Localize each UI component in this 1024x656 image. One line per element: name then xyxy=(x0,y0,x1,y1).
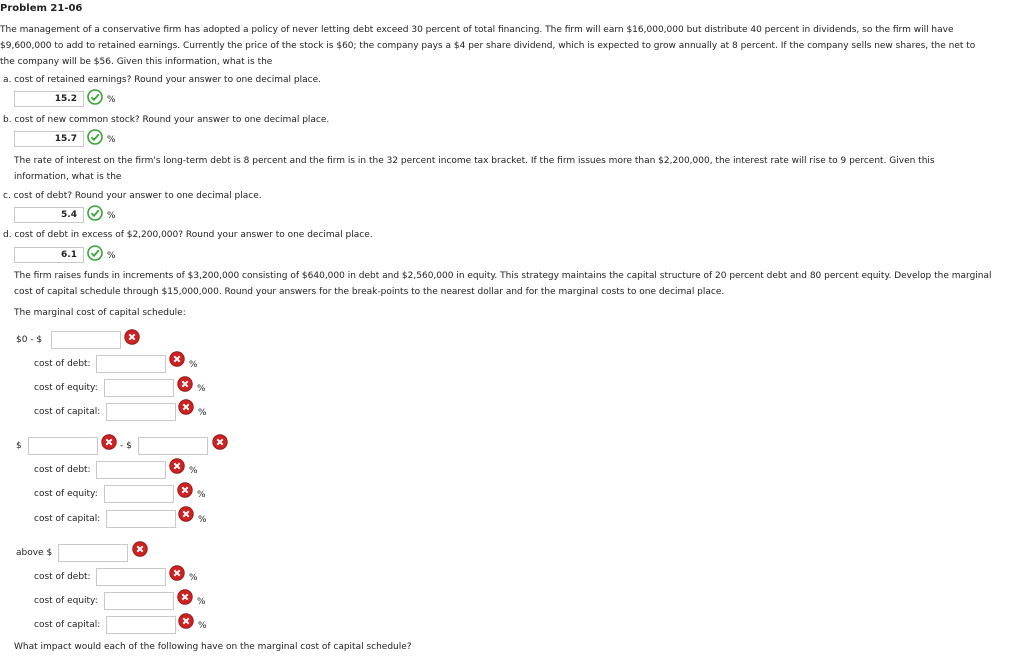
debt-label: cost of debt: xyxy=(34,572,91,582)
x-circle-icon xyxy=(132,541,148,557)
percent-unit: % xyxy=(189,573,198,583)
debt-info-text xyxy=(14,153,935,185)
percent-unit: % xyxy=(197,490,206,500)
range3-equity-input[interactable] xyxy=(104,592,174,610)
raise-info-text xyxy=(14,268,992,300)
x-circle-icon xyxy=(212,434,228,450)
debt-label: cost of debt: xyxy=(34,359,91,369)
debt-info-line: information, what is the xyxy=(14,172,122,182)
intro-line: $9,600,000 to add to retained earnings. Currently the price of the stock is $60; the company pays a $4 per share dividend, which is expected to grow annually at 8 percent. If the company sells new shares, the net to xyxy=(0,41,976,51)
answer-d-field[interactable]: 6.1 xyxy=(14,247,84,263)
range2-prefix: $ xyxy=(16,441,22,451)
range2-capital-input[interactable] xyxy=(106,510,176,528)
range2-debt-input[interactable] xyxy=(96,461,166,479)
capital-label: cost of capital: xyxy=(34,514,101,524)
range2-end-input[interactable] xyxy=(138,437,208,455)
range1-equity-input[interactable] xyxy=(104,379,174,397)
range3-capital-input[interactable] xyxy=(106,616,176,634)
percent-unit: % xyxy=(198,408,207,418)
answer-a-field[interactable]: 15.2 xyxy=(14,91,84,107)
debt-label: cost of debt: xyxy=(34,465,91,475)
range3-prefix: above $ xyxy=(16,548,53,558)
percent-unit: % xyxy=(198,515,207,525)
intro-text xyxy=(0,22,975,70)
percent-unit: % xyxy=(107,211,116,221)
x-circle-icon xyxy=(177,376,193,392)
question-d-label: d. cost of debt in excess of $2,200,000? Round your answer to one decimal place. xyxy=(3,230,373,240)
percent-unit: % xyxy=(189,466,198,476)
x-circle-icon xyxy=(169,565,185,581)
debt-info-line: The rate of interest on the firm's long-term debt is 8 percent and the firm is in the 32 percent income tax bracket. If the firm issues more than $2,200,000, the interest rate will rise to 9 percent. Given this xyxy=(14,156,935,166)
range3-debt-input[interactable] xyxy=(96,568,166,586)
question-b-label: b. cost of new common stock? Round your answer to one decimal place. xyxy=(3,115,330,125)
x-circle-icon xyxy=(169,351,185,367)
x-circle-icon xyxy=(101,434,117,450)
schedule-label: The marginal cost of capital schedule: xyxy=(14,308,186,318)
answer-b-field[interactable]: 15.7 xyxy=(14,131,84,147)
answer-c-field[interactable]: 5.4 xyxy=(14,207,84,223)
x-circle-icon xyxy=(178,613,194,629)
check-circle-icon xyxy=(87,245,103,261)
percent-unit: % xyxy=(197,597,206,607)
question-c-label: c. cost of debt? Round your answer to one decimal place. xyxy=(3,191,262,201)
range1-prefix: $0 - $ xyxy=(16,335,43,345)
capital-label: cost of capital: xyxy=(34,620,101,630)
x-circle-icon xyxy=(177,482,193,498)
range2-equity-input[interactable] xyxy=(104,485,174,503)
impact-question: What impact would each of the following have on the marginal cost of capital schedule? xyxy=(14,642,412,652)
percent-unit: % xyxy=(198,621,207,631)
raise-info-line: The firm raises funds in increments of $3,200,000 consisting of $640,000 in debt and $2,560,000 in equity. This strategy maintains the capital structure of 20 percent debt and 80 percent equity. Develop the marginal xyxy=(14,271,992,281)
percent-unit: % xyxy=(107,95,116,105)
equity-label: cost of equity: xyxy=(34,383,98,393)
x-circle-icon xyxy=(178,506,194,522)
intro-line: the company will be $56. Given this information, what is the xyxy=(0,57,273,67)
range3-start-input[interactable] xyxy=(58,544,128,562)
equity-label: cost of equity: xyxy=(34,596,98,606)
check-circle-icon xyxy=(87,129,103,145)
equity-label: cost of equity: xyxy=(34,489,98,499)
x-circle-icon xyxy=(178,399,194,415)
x-circle-icon xyxy=(177,589,193,605)
x-circle-icon xyxy=(169,458,185,474)
intro-line: The management of a conservative firm has adopted a policy of never letting debt exceed 30 percent of total financing. The firm will earn $16,000,000 but distribute 40 percent in dividends, so the firm will have xyxy=(0,25,954,35)
percent-unit: % xyxy=(197,384,206,394)
capital-label: cost of capital: xyxy=(34,407,101,417)
x-circle-icon xyxy=(124,329,140,345)
range1-end-input[interactable] xyxy=(51,331,121,349)
percent-unit: % xyxy=(189,360,198,370)
range1-capital-input[interactable] xyxy=(106,403,176,421)
range1-debt-input[interactable] xyxy=(96,355,166,373)
problem-title: Problem 21-06 xyxy=(0,3,83,14)
range2-start-input[interactable] xyxy=(28,437,98,455)
range2-separator: - $ xyxy=(120,441,132,451)
question-a-label: a. cost of retained earnings? Round your answer to one decimal place. xyxy=(3,75,321,85)
check-circle-icon xyxy=(87,205,103,221)
check-circle-icon xyxy=(87,89,103,105)
percent-unit: % xyxy=(107,135,116,145)
raise-info-line: cost of capital schedule through $15,000,000. Round your answers for the break-points to the nearest dollar and for the marginal costs to one decimal place. xyxy=(14,287,725,297)
percent-unit: % xyxy=(107,251,116,261)
